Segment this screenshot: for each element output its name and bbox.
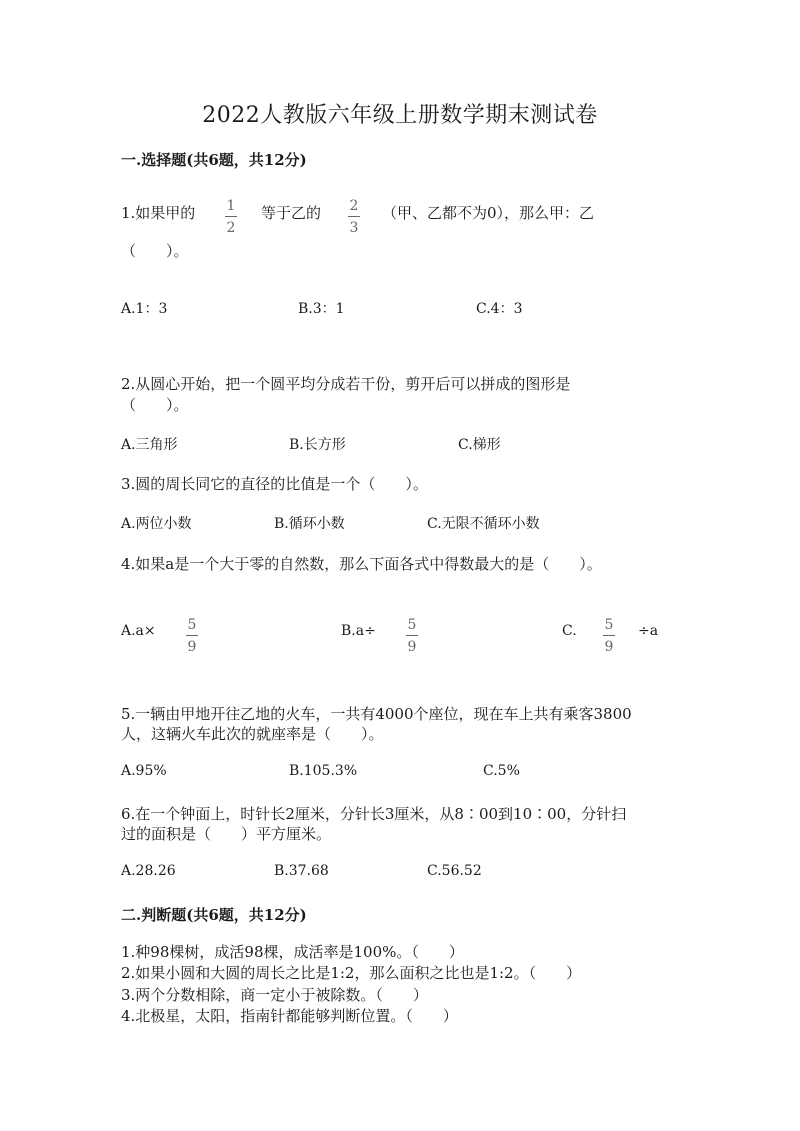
q3-option-a: A.两位小数	[121, 516, 192, 532]
q1-fraction-2	[348, 199, 360, 235]
q4-option-c-fraction	[603, 618, 615, 654]
q2-text-line1: 2.从圆心开始，把一个圆平均分成若干份，剪开后可以拼成的图形是	[121, 375, 571, 393]
q2-option-c: C.梯形	[458, 437, 501, 453]
q2-option-b: B.长方形	[289, 437, 346, 453]
q1-answer-blank: （ ）。	[121, 242, 189, 260]
fraction-denominator: 9	[407, 639, 417, 655]
fraction-numerator: 5	[604, 617, 614, 633]
fraction-numerator: 1	[226, 198, 236, 214]
q1-option-a: A.1：3	[121, 301, 168, 317]
q3-text-line1: 3.圆的周长同它的直径的比值是一个（ ）。	[121, 475, 428, 493]
fraction-numerator: 5	[407, 617, 417, 633]
page-title: 2022人教版六年级上册数学期末测试卷	[202, 103, 598, 128]
q3-option-b: B.循环小数	[274, 516, 345, 532]
fraction-denominator: 2	[226, 220, 236, 236]
fraction-numerator: 5	[187, 617, 197, 633]
fraction-denominator: 3	[349, 220, 359, 236]
q2-option-a: A.三角形	[121, 437, 178, 453]
section-choice-heading: 一.选择题(共6题，共12分)	[121, 151, 307, 169]
q5-text-line1: 5.一辆由甲地开往乙地的火车，一共有4000个座位，现在车上共有乘客3800	[121, 705, 632, 723]
q4-option-a-fraction	[186, 618, 198, 654]
fraction-denominator: 9	[604, 639, 614, 655]
q4-option-b-fraction	[406, 618, 418, 654]
section-judge-heading: 二.判断题(共6题，共12分)	[121, 906, 307, 924]
q5-option-a: A.95%	[121, 763, 167, 779]
judge-item-2: 2.如果小圆和大圆的周长之比是1:2，那么面积之比也是1:2。（ ）	[121, 964, 582, 982]
q5-option-c: C.5%	[483, 763, 520, 779]
fraction-numerator: 2	[349, 198, 359, 214]
q1-option-c: C.4：3	[476, 301, 523, 317]
q4-text-line1: 4.如果a是一个大于零的自然数，那么下面各式中得数最大的是（ ）。	[121, 555, 602, 573]
q6-text-line2: 过的面积是（ ）平方厘米。	[121, 825, 332, 843]
judge-item-4: 4.北极星，太阳，指南针都能够判断位置。（ ）	[121, 1007, 458, 1025]
judge-item-3: 3.两个分数相除，商一定小于被除数。（ ）	[121, 986, 428, 1004]
q6-option-a: A.28.26	[121, 863, 176, 879]
q1-text-part2: 等于乙的	[261, 204, 322, 222]
q4-option-c: C.	[562, 623, 577, 639]
q4-option-a: A.a×	[121, 623, 156, 639]
q2-text-line2: （ ）。	[121, 396, 189, 414]
q3-option-c: C.无限不循环小数	[427, 516, 540, 532]
q1-fraction-1	[225, 199, 237, 235]
q1-text-part1: 1.如果甲的	[121, 204, 196, 222]
q6-option-c: C.56.52	[427, 863, 482, 879]
q4-option-c-tail: ÷a	[638, 623, 659, 639]
q4-option-b: B.a÷	[341, 623, 376, 639]
q6-option-b: B.37.68	[274, 863, 329, 879]
judge-item-1: 1.种98棵树，成活98棵，成活率是100%。（ ）	[121, 943, 464, 961]
q5-text-line2: 人，这辆火车此次的就座率是（ ）。	[121, 725, 384, 743]
q1-option-b: B.3：1	[298, 301, 345, 317]
fraction-denominator: 9	[187, 639, 197, 655]
q5-option-b: B.105.3%	[289, 763, 358, 779]
q6-text-line1: 6.在一个钟面上，时针长2厘米，分针长3厘米，从8∶00到10∶00，分针扫	[121, 805, 627, 823]
q1-text-part3: （甲、乙都不为0），那么甲：乙	[382, 204, 595, 222]
